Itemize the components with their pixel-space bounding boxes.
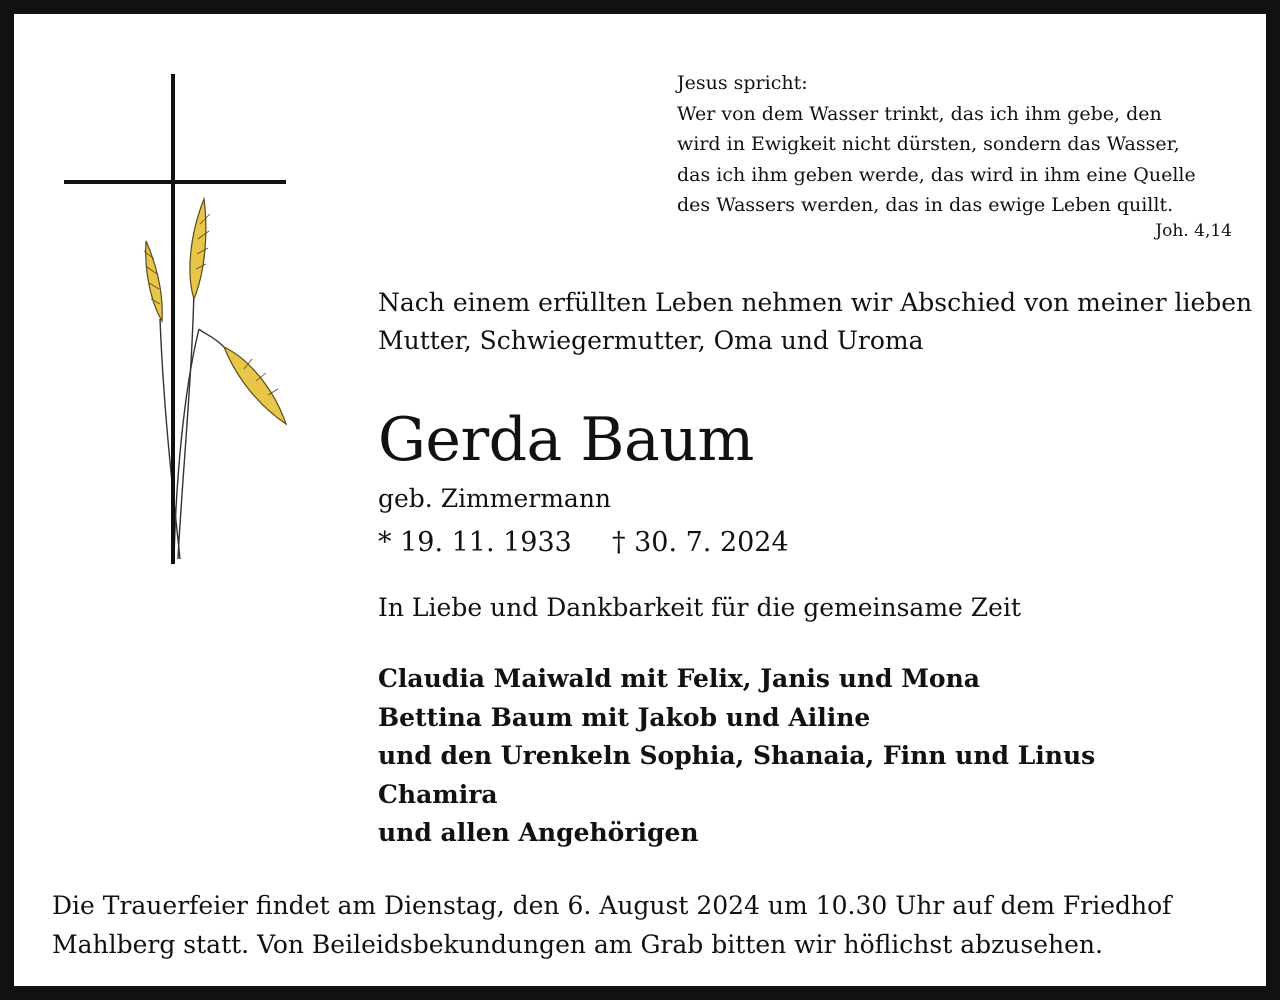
funeral-line: Mahlberg statt. Von Beileidsbekundungen am Grab bitten wir höflichst abzusehen.	[52, 930, 1103, 959]
deceased-name: Gerda Baum	[378, 405, 754, 475]
verse-line: Jesus spricht:	[677, 72, 808, 94]
birth-date: * 19. 11. 1933	[378, 527, 572, 558]
cross-with-wheat-icon	[54, 59, 294, 579]
family-list	[378, 660, 1095, 853]
birth-name: geb. Zimmermann	[378, 484, 612, 513]
farewell-intro	[378, 284, 1258, 360]
bible-verse	[677, 68, 1237, 221]
verse-line: des Wassers werden, das in das ewige Leben quillt.	[677, 194, 1174, 216]
intro-line: Mutter, Schwiegermutter, Oma und Uroma	[378, 326, 924, 355]
death-date: † 30. 7. 2024	[612, 527, 789, 558]
funeral-line: Die Trauerfeier findet am Dienstag, den 6. August 2024 um 10.30 Uhr auf dem Friedhof	[52, 891, 1172, 920]
verse-line: Wer von dem Wasser trinkt, das ich ihm gebe, den	[677, 102, 1162, 125]
family-line: Claudia Maiwald mit Felix, Janis und Mona	[378, 664, 980, 693]
family-line: und den Urenkeln Sophia, Shanaia, Finn und Linus	[378, 741, 1096, 770]
family-line: und allen Angehörigen	[378, 818, 699, 847]
thanks-line: In Liebe und Dankbarkeit für die gemeinsame Zeit	[378, 593, 1021, 622]
verse-line: das ich ihm geben werde, das wird in ihm eine Quelle	[677, 163, 1196, 186]
family-line: Bettina Baum mit Jakob und Ailine	[378, 702, 871, 732]
funeral-notice	[52, 886, 1256, 964]
intro-line: Nach einem erfüllten Leben nehmen wir Abschied von meiner lieben	[378, 288, 1253, 317]
verse-reference: Joh. 4,14	[1155, 221, 1232, 241]
family-line: Chamira	[378, 779, 498, 809]
verse-line: wird in Ewigkeit nicht dürsten, sondern das Wasser,	[677, 133, 1180, 155]
